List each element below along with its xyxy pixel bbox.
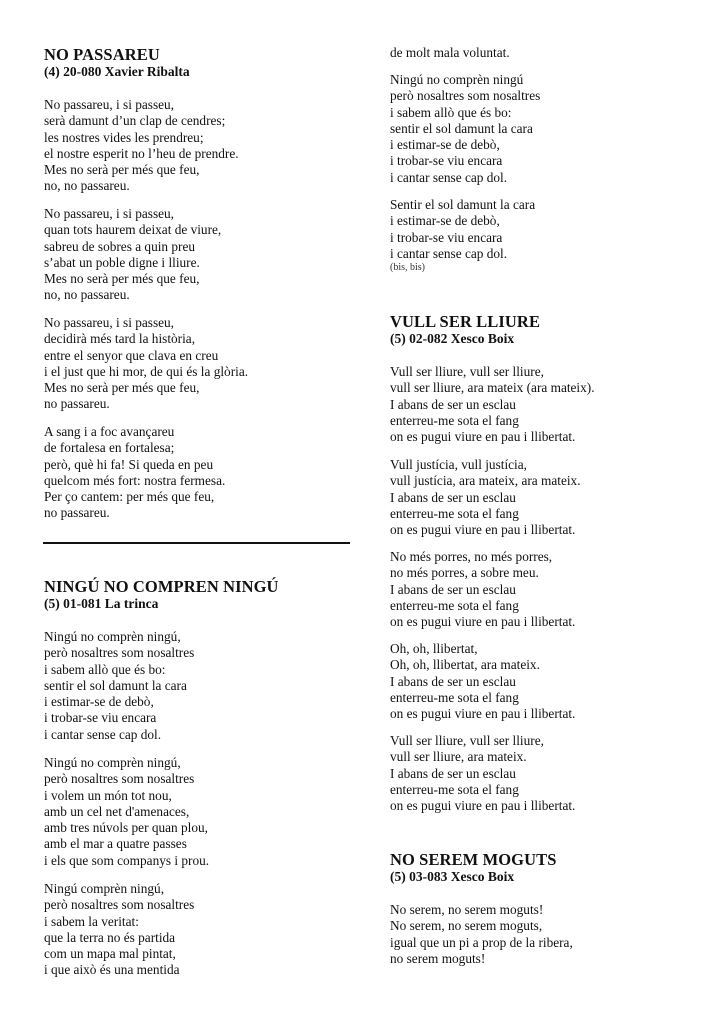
lyric-line: sabreu de sobres a quin preu [44, 238, 196, 254]
lyric-line: Mes no serà per més que feu, [44, 271, 200, 287]
song-subtitle: (5) 03-083 Xesco Boix [390, 869, 515, 884]
lyric-line: i trobar-se viu encara [44, 710, 157, 726]
lyric-line: però nosaltres som nosaltres [44, 897, 195, 913]
lyric-line: amb el mar a quatre passes [44, 836, 187, 852]
lyric-line: No passareu, i si passeu, [44, 315, 174, 330]
lyric-line: enterreu-me sota el fang [390, 781, 519, 797]
lyric-line: No serem, no serem moguts! [390, 902, 544, 917]
section-divider [43, 542, 350, 544]
song-ningu-no-compren-ningu [44, 578, 279, 612]
lyric-line: I abans de ser un esclau [390, 396, 516, 412]
lyric-line: i trobar-se viu encara [390, 229, 503, 245]
lyric-line: i el just que hi mor, de qui és la glòria. [44, 363, 249, 379]
lyric-line: que la terra no és partida [44, 929, 176, 945]
stanza [390, 902, 573, 967]
lyric-line: i que això és una mentida [44, 962, 180, 978]
song-vull-ser-lliure [390, 313, 540, 347]
stanza [390, 197, 535, 274]
lyric-line: però nosaltres som nosaltres [44, 645, 195, 661]
lyric-line: i volem un món tot nou, [44, 787, 172, 803]
repeat-note: (bis, bis) [390, 262, 425, 274]
lyric-line: enterreu-me sota el fang [390, 597, 519, 613]
stanza [390, 733, 575, 814]
lyric-line: I abans de ser un esclau [390, 581, 516, 597]
lyric-line: i cantar sense cap dol. [390, 245, 508, 261]
lyric-line: i cantar sense cap dol. [390, 169, 508, 185]
lyric-line: Oh, oh, llibertat, [390, 641, 478, 656]
song-title: NO SEREM MOGUTS [390, 850, 557, 869]
lyric-line: quan tots haurem deixat de viure, [44, 222, 222, 238]
song-no-passareu [44, 46, 190, 80]
lyric-line: i sabem allò que és bo: [44, 661, 166, 677]
lyric-line: no més porres, a sobre meu. [390, 565, 539, 581]
lyric-line: on es pugui viure en pau i llibertat. [390, 429, 576, 445]
lyric-line: Ningú comprèn ningú, [44, 881, 165, 896]
lyric-line: on es pugui viure en pau i llibertat. [390, 706, 576, 722]
lyric-line: No passareu, i si passeu, [44, 97, 174, 112]
stanza-continuation [390, 45, 510, 61]
lyric-line: no, no passareu. [44, 178, 130, 194]
lyric-line: on es pugui viure en pau i llibertat. [390, 798, 576, 814]
stanza [44, 629, 194, 743]
lyric-line: no serem moguts! [390, 950, 486, 966]
lyric-line: sentir el sol damunt la cara [390, 120, 533, 136]
stanza [390, 364, 595, 445]
lyric-line: el nostre esperit no l’heu de prendre. [44, 145, 239, 161]
stanza [44, 424, 225, 522]
lyric-line: Per ço cantem: per més que feu, [44, 489, 215, 505]
lyric-line: enterreu-me sota el fang [390, 689, 519, 705]
lyric-line: i estimar-se de debò, [44, 694, 154, 710]
lyric-line: Ningú no comprèn ningú, [44, 629, 181, 644]
lyric-line: enterreu-me sota el fang [390, 505, 519, 521]
lyric-line: i sabem la veritat: [44, 913, 139, 929]
lyric-line: i els que som companys i prou. [44, 852, 210, 868]
stanza [44, 881, 194, 979]
stanza [390, 549, 575, 630]
lyric-line: entre el senyor que clava en creu [44, 347, 219, 363]
stanza [390, 457, 581, 538]
stanza [390, 641, 575, 722]
lyric-line: però, què hi fa! Si queda en peu [44, 456, 214, 472]
lyric-line: I abans de ser un esclau [390, 673, 516, 689]
lyric-line: vull ser lliure, ara mateix (ara mateix). [390, 380, 595, 396]
lyric-line: Vull ser lliure, vull ser lliure, [390, 364, 544, 379]
song-title: NINGÚ NO COMPREN NINGÚ [44, 577, 279, 596]
stanza [44, 206, 221, 304]
song-no-serem-moguts [390, 851, 557, 885]
song-subtitle: (5) 01-081 La trinca [44, 596, 159, 611]
lyric-line: No passareu, i si passeu, [44, 206, 174, 221]
lyric-line: amb un cel net d'amenaces, [44, 803, 190, 819]
lyric-line: I abans de ser un esclau [390, 765, 516, 781]
lyric-line: Vull justícia, vull justícia, [390, 457, 527, 472]
lyric-line: i estimar-se de debò, [390, 137, 500, 153]
lyric-line: sentir el sol damunt la cara [44, 677, 187, 693]
lyric-line: Ningú no comprèn ningú, [44, 755, 181, 770]
lyric-line: enterreu-me sota el fang [390, 412, 519, 428]
lyric-line: i trobar-se viu encara [390, 153, 503, 169]
lyric-line: no, no passareu. [44, 287, 130, 303]
stanza [44, 315, 248, 413]
lyric-line: A sang i a foc avançareu [44, 424, 175, 439]
lyric-line: Vull ser lliure, vull ser lliure, [390, 733, 544, 748]
lyric-line: com un mapa mal pintat, [44, 946, 176, 962]
song-title: NO PASSAREU [44, 45, 160, 64]
song-subtitle: (4) 20-080 Xavier Ribalta [44, 64, 190, 79]
lyric-line: Sentir el sol damunt la cara [390, 197, 536, 212]
lyric-line: de fortalesa en fortalesa; [44, 440, 175, 456]
lyric-line: les nostres vides les prendreu; [44, 129, 204, 145]
lyric-line: no passareu. [44, 396, 110, 412]
stanza [44, 97, 239, 195]
lyric-line: on es pugui viure en pau i llibertat. [390, 614, 576, 630]
lyric-line: i sabem allò que és bo: [390, 104, 512, 120]
lyric-line: de molt mala voluntat. [390, 45, 510, 60]
lyric-line: igual que un pi a prop de la ribera, [390, 934, 573, 950]
lyric-line: però nosaltres som nosaltres [390, 88, 541, 104]
lyric-line: vull justícia, ara mateix, ara mateix. [390, 473, 581, 489]
stanza [390, 72, 540, 186]
lyric-line: serà damunt d’un clap de cendres; [44, 113, 226, 129]
song-title: VULL SER LLIURE [390, 312, 541, 331]
song-subtitle: (5) 02-082 Xesco Boix [390, 331, 515, 346]
lyric-line: Mes no serà per més que feu, [44, 380, 200, 396]
lyric-line: però nosaltres som nosaltres [44, 771, 195, 787]
lyric-line: Ningú no comprèn ningú [390, 72, 524, 87]
lyric-line: No més porres, no més porres, [390, 549, 553, 564]
lyric-line: Oh, oh, llibertat, ara mateix. [390, 657, 540, 673]
lyric-line: decidirà més tard la història, [44, 331, 196, 347]
lyric-line: amb tres núvols per quan plou, [44, 820, 208, 836]
lyric-line: i cantar sense cap dol. [44, 726, 162, 742]
lyric-line: on es pugui viure en pau i llibertat. [390, 522, 576, 538]
lyric-line: s’abat un poble digne i lliure. [44, 254, 200, 270]
lyric-line: I abans de ser un esclau [390, 489, 516, 505]
lyric-line: quelcom més fort: nostra fermesa. [44, 472, 226, 488]
stanza [44, 755, 209, 869]
lyric-line: no passareu. [44, 505, 110, 521]
lyric-line: vull ser lliure, ara mateix. [390, 749, 527, 765]
lyric-line: Mes no serà per més que feu, [44, 162, 200, 178]
lyric-line: No serem, no serem moguts, [390, 918, 543, 934]
lyric-line: i estimar-se de debò, [390, 213, 500, 229]
